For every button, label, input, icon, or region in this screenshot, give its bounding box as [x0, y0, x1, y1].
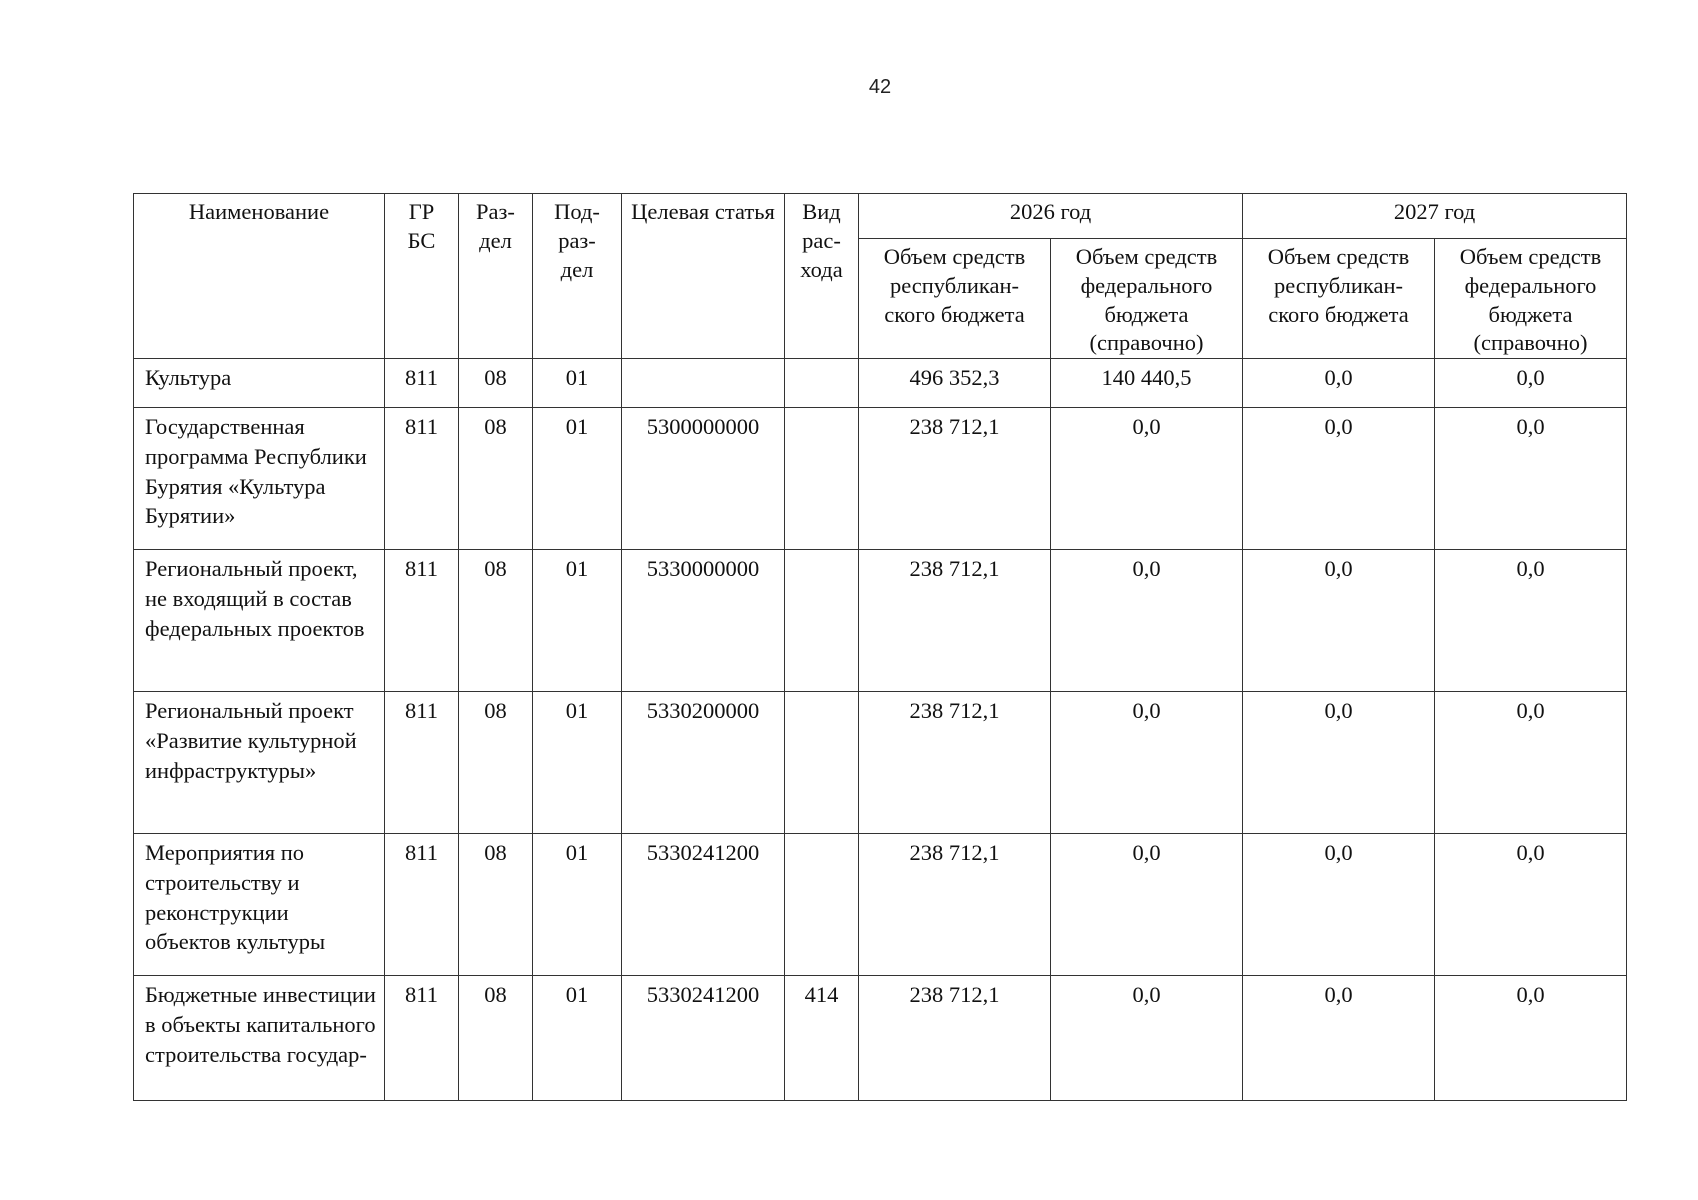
cell-y1-rep: 238 712,1 — [859, 976, 1051, 1101]
cell-grbs: 811 — [385, 408, 459, 550]
cell-y1-fed: 140 440,5 — [1051, 359, 1243, 408]
cell-y2-fed: 0,0 — [1435, 408, 1627, 550]
cell-razdel: 08 — [459, 408, 533, 550]
cell-y2-rep: 0,0 — [1243, 976, 1435, 1101]
cell-grbs: 811 — [385, 834, 459, 976]
budget-table — [133, 193, 1627, 1101]
cell-y1-fed: 0,0 — [1051, 692, 1243, 834]
cell-y2-rep: 0,0 — [1243, 834, 1435, 976]
header-year-2027: 2027 год — [1243, 194, 1627, 239]
cell-vid: 414 — [785, 976, 859, 1101]
cell-target: 5330000000 — [622, 550, 785, 692]
header-y1-rep: Объем средств республикан- ского бюджета — [859, 239, 1051, 359]
cell-grbs: 811 — [385, 976, 459, 1101]
cell-target: 5300000000 — [622, 408, 785, 550]
cell-grbs: 811 — [385, 550, 459, 692]
table-row — [134, 550, 1627, 692]
cell-y2-rep: 0,0 — [1243, 692, 1435, 834]
table-row — [134, 408, 1627, 550]
cell-razdel: 08 — [459, 692, 533, 834]
cell-name: Культура — [134, 359, 385, 408]
table-row — [134, 976, 1627, 1101]
cell-y1-rep: 238 712,1 — [859, 692, 1051, 834]
cell-y2-rep: 0,0 — [1243, 408, 1435, 550]
header-vid: Вид рас- хода — [785, 194, 859, 359]
cell-y1-rep: 238 712,1 — [859, 408, 1051, 550]
cell-y1-rep: 238 712,1 — [859, 550, 1051, 692]
table-row — [134, 834, 1627, 976]
header-y1-fed: Объем средств федерального бюджета (справочно) — [1051, 239, 1243, 359]
cell-y2-rep: 0,0 — [1243, 359, 1435, 408]
table-row — [134, 692, 1627, 834]
table-row — [134, 359, 1627, 408]
page-number: 42 — [868, 76, 892, 98]
cell-vid — [785, 834, 859, 976]
cell-podrazdel: 01 — [533, 692, 622, 834]
cell-vid — [785, 550, 859, 692]
cell-y2-fed: 0,0 — [1435, 550, 1627, 692]
header-year-2026: 2026 год — [859, 194, 1243, 239]
cell-target: 5330200000 — [622, 692, 785, 834]
header-row — [134, 194, 1627, 239]
cell-y2-fed: 0,0 — [1435, 976, 1627, 1101]
cell-y1-fed: 0,0 — [1051, 408, 1243, 550]
cell-vid — [785, 692, 859, 834]
cell-podrazdel: 01 — [533, 834, 622, 976]
cell-vid — [785, 359, 859, 408]
cell-podrazdel: 01 — [533, 976, 622, 1101]
cell-y1-fed: 0,0 — [1051, 976, 1243, 1101]
cell-razdel: 08 — [459, 550, 533, 692]
cell-y1-fed: 0,0 — [1051, 834, 1243, 976]
cell-y1-rep: 496 352,3 — [859, 359, 1051, 408]
header-name: Наименование — [134, 194, 385, 359]
cell-razdel: 08 — [459, 976, 533, 1101]
header-y2-fed: Объем средств федерального бюджета (справочно) — [1435, 239, 1627, 359]
cell-podrazdel: 01 — [533, 550, 622, 692]
cell-y2-rep: 0,0 — [1243, 550, 1435, 692]
cell-razdel: 08 — [459, 359, 533, 408]
cell-name: Государственная программа Республики Бурятия «Культура Бурятии» — [134, 408, 385, 550]
cell-name: Мероприятия по строительству и реконструкции объектов культуры — [134, 834, 385, 976]
header-y2-rep: Объем средств республикан- ского бюджета — [1243, 239, 1435, 359]
cell-podrazdel: 01 — [533, 359, 622, 408]
cell-y2-fed: 0,0 — [1435, 834, 1627, 976]
cell-target — [622, 359, 785, 408]
cell-y1-rep: 238 712,1 — [859, 834, 1051, 976]
cell-y2-fed: 0,0 — [1435, 692, 1627, 834]
header-grbs: ГР БС — [385, 194, 459, 359]
cell-name: Региональный проект «Развитие культурной инфраструктуры» — [134, 692, 385, 834]
header-podrazdel: Под- раз- дел — [533, 194, 622, 359]
cell-grbs: 811 — [385, 692, 459, 834]
cell-podrazdel: 01 — [533, 408, 622, 550]
cell-name: Региональный проект, не входящий в состав федеральных проектов — [134, 550, 385, 692]
cell-vid — [785, 408, 859, 550]
cell-razdel: 08 — [459, 834, 533, 976]
header-target: Целевая статья — [622, 194, 785, 359]
cell-target: 5330241200 — [622, 976, 785, 1101]
cell-y1-fed: 0,0 — [1051, 550, 1243, 692]
cell-name: Бюджетные инвестиции в объекты капитального строительства государ- — [134, 976, 385, 1101]
cell-target: 5330241200 — [622, 834, 785, 976]
header-razdel: Раз- дел — [459, 194, 533, 359]
cell-grbs: 811 — [385, 359, 459, 408]
cell-y2-fed: 0,0 — [1435, 359, 1627, 408]
